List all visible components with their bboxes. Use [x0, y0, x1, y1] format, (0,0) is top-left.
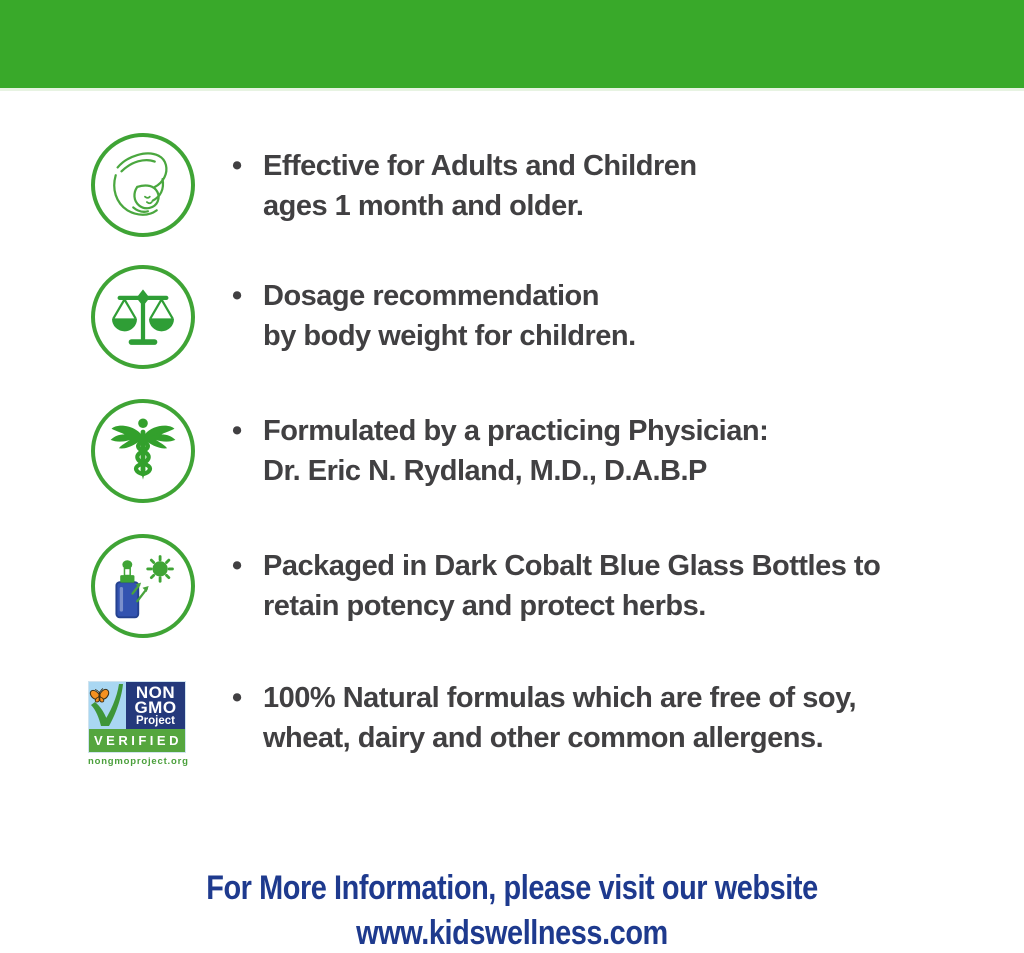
balance-scale-art	[106, 280, 180, 354]
header-bar	[0, 0, 1024, 91]
balance-scale-icon	[91, 265, 195, 369]
sun-glyph	[148, 557, 173, 582]
bullet-5-line-1: 100% Natural formulas which are free of soy,	[263, 682, 857, 714]
bullet-3-line-1: Formulated by a practicing Physician:	[263, 415, 769, 447]
bullet-dot: •	[232, 682, 243, 714]
non-gmo-project-verified-logo	[88, 681, 189, 767]
bullet-text-4	[263, 546, 880, 626]
non-gmo-word3: Project	[136, 715, 175, 727]
non-gmo-website: nongmoproject.org	[88, 756, 189, 767]
bullet-4-line-1: Packaged in Dark Cobalt Blue Glass Bottles to	[263, 550, 881, 582]
bullet-5-line-2: wheat, dairy and other common allergens.	[263, 722, 824, 754]
bullet-row-2	[232, 276, 636, 356]
monarch-butterfly	[90, 689, 108, 703]
caduceus-icon	[91, 399, 195, 503]
bullet-dot: •	[232, 550, 243, 582]
bullet-row-3	[232, 411, 768, 491]
dropper-bottle-sunlight-icon	[91, 534, 195, 638]
bullet-row-5	[232, 678, 856, 758]
non-gmo-verified-band: VERIFIED	[89, 729, 185, 752]
bullet-row-4	[232, 546, 880, 626]
bullet-1-line-2: ages 1 month and older.	[263, 190, 584, 222]
bullet-dot: •	[232, 280, 243, 312]
bullet-2-line-1: Dosage recommendation	[263, 280, 599, 312]
bottle-sun-art	[105, 548, 181, 624]
bullet-dot: •	[232, 415, 243, 447]
bullet-text-5	[263, 678, 856, 758]
non-gmo-word2: GMO	[134, 698, 177, 717]
bullet-text-2	[263, 276, 636, 356]
footer-website-url: www.kidswellness.com	[356, 914, 668, 952]
caduceus-art	[106, 414, 180, 488]
butterfly-checkmark-icon	[89, 682, 126, 729]
non-gmo-seal	[88, 681, 186, 753]
footer-message: For More Information, please visit our website	[206, 869, 818, 907]
footer	[0, 866, 1024, 953]
bullet-2-line-2: by body weight for children.	[263, 320, 636, 352]
bullet-4-line-2: retain potency and protect herbs.	[263, 590, 706, 622]
non-gmo-butterfly-panel	[89, 682, 126, 729]
non-gmo-word1: NON	[135, 683, 176, 702]
non-gmo-wordmark	[126, 682, 185, 729]
bullet-3-line-2: Dr. Eric N. Rydland, M.D., D.A.B.P	[263, 455, 707, 487]
bullet-dot: •	[232, 150, 243, 182]
bullet-text-3	[263, 411, 768, 491]
bullet-row-1	[232, 146, 697, 226]
mother-and-child-icon	[91, 133, 195, 237]
mother-and-child-art	[104, 146, 182, 224]
bullet-text-1	[263, 146, 697, 226]
bullet-1-line-1: Effective for Adults and Children	[263, 150, 697, 182]
